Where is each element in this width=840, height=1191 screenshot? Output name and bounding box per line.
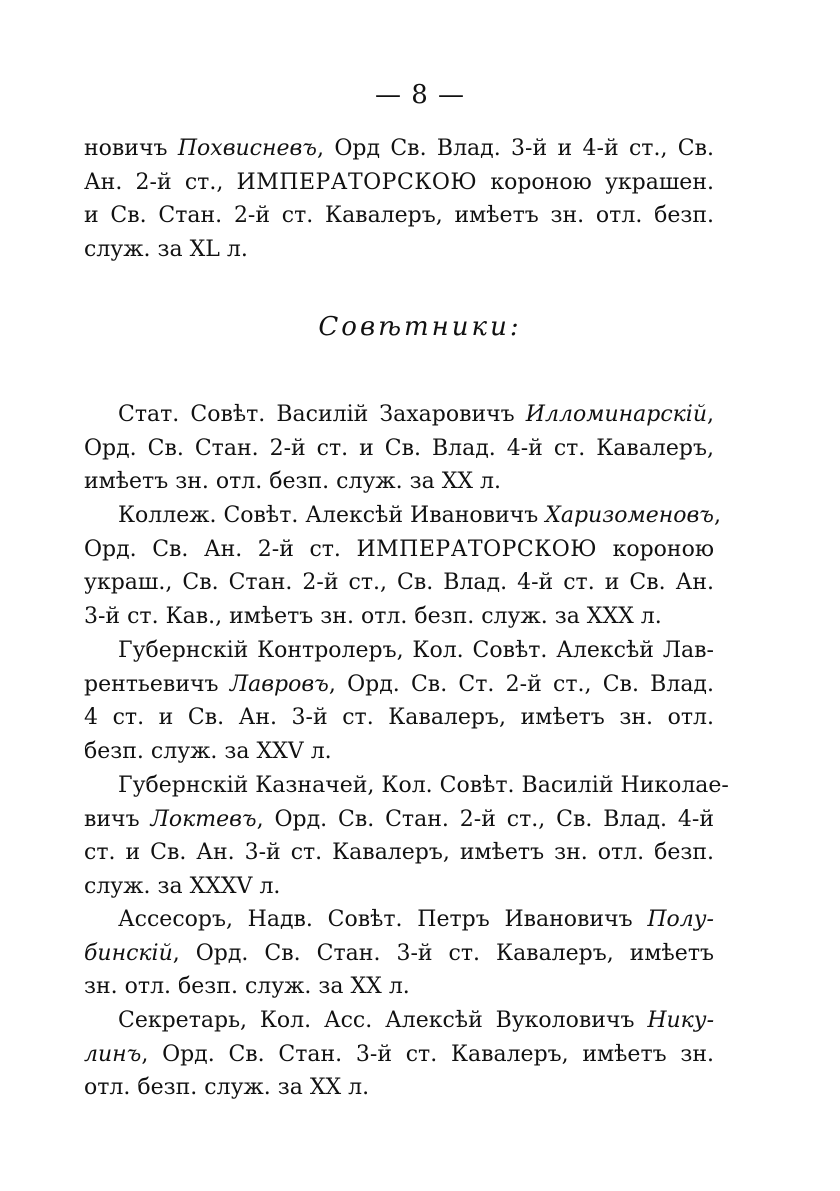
- text-run: , Орд. Св. Стан. 3-й ст. Кавалеръ, имѣетъ зн.: [141, 1041, 714, 1067]
- text-run: Коллеж. Совѣт. Алексѣй Ивановичъ: [118, 503, 546, 528]
- text-line: [84, 533, 714, 567]
- text-line: [84, 499, 721, 533]
- text-run: Орд. Св. Ан. 2-й ст.: [84, 536, 357, 562]
- surname-italic: Илломинарскій: [525, 402, 707, 427]
- text-line: [84, 634, 714, 668]
- text-line: [84, 1038, 714, 1072]
- text-run: Губернскій Казначей, Кол. Совѣт. Василій Николае-: [118, 773, 729, 798]
- surname-italic: Лавровъ: [229, 671, 329, 697]
- text-run: , Орд. Св. Стан. 3-й ст. Кавалеръ, имѣетъ: [172, 940, 714, 966]
- text-line: [84, 937, 714, 971]
- text-run: 3-й ст. Кав., имѣетъ зн. отл. безп. служ. за XXX л.: [84, 603, 662, 629]
- text-run: , Орд. Св. Ст. 2-й ст., Св. Влад.: [328, 671, 714, 697]
- text-line: [84, 398, 714, 432]
- text-line: [84, 166, 714, 200]
- surname-italic: Полу-: [647, 907, 714, 932]
- text-line: [84, 836, 714, 870]
- text-run: служ. за XXXV л.: [84, 873, 281, 899]
- text-line: [84, 465, 714, 499]
- text-run: безп. служ. за XXV л.: [84, 738, 332, 764]
- text-run: служ. за XL л.: [84, 236, 248, 262]
- text-line: [84, 432, 714, 466]
- entry-paragraph: [84, 499, 721, 633]
- text-line: [84, 970, 714, 1004]
- text-run: Ассесоръ, Надв. Совѣт. Петръ Ивановичъ: [118, 907, 648, 932]
- text-line: [84, 1004, 714, 1038]
- text-line: [84, 668, 714, 702]
- entry-paragraph: [84, 398, 714, 499]
- text-line: [84, 769, 729, 803]
- text-line: [84, 1071, 714, 1105]
- surname-italic: бинскій: [84, 940, 173, 966]
- entry-paragraph: [84, 634, 714, 768]
- text-run: , Орд. Св. Стан. 2-й ст., Св. Влад. 4-й: [256, 806, 714, 832]
- text-run: , Орд Св. Влад. 3-й и 4-й ст., Св.: [316, 136, 714, 161]
- text-run: ,: [707, 402, 714, 427]
- text-line: [84, 199, 714, 233]
- text-run: украш., Св. Стан. 2-й ст., Св. Влад. 4-й ст. и Св. Ан.: [84, 570, 714, 595]
- text-run: короною украшен.: [477, 169, 714, 195]
- text-run: Ан. 2-й ст.,: [84, 169, 237, 195]
- text-line: [84, 903, 714, 937]
- surname-italic: Нику-: [647, 1008, 714, 1033]
- section-heading: Совѣтники:: [318, 312, 522, 342]
- caps-text: ИМПЕРАТОРСКОЮ: [356, 536, 598, 562]
- text-line: [84, 735, 714, 769]
- surname-italic: Харизоменовъ: [545, 503, 714, 528]
- continuation-paragraph: [84, 132, 714, 266]
- text-run: ст. и Св. Ан. 3-й ст. Кавалеръ, имѣетъ зн. отл. безп.: [84, 840, 714, 865]
- surname-italic: линъ: [84, 1041, 142, 1067]
- page-number: — 8 —: [374, 80, 466, 110]
- text-run: отл. безп. служ. за XX л.: [84, 1075, 370, 1100]
- entry-paragraph: [84, 1004, 714, 1105]
- text-run: 4 ст. и Св. Ан. 3-й ст. Кавалеръ, имѣетъ зн. отл.: [84, 705, 714, 730]
- text-run: Губернскій Контролеръ, Кол. Совѣт. Алексѣй Лав-: [118, 638, 714, 663]
- text-run: короною: [597, 536, 714, 562]
- text-run: ,: [713, 503, 721, 528]
- text-run: зн. отл. безп. служ. за XX л.: [84, 974, 410, 999]
- text-line: [84, 132, 714, 166]
- text-line: [84, 233, 714, 267]
- text-line: [84, 803, 714, 837]
- text-line: [84, 870, 714, 904]
- text-run: рентьевичъ: [84, 671, 230, 697]
- text-run: и Св. Стан. 2-й ст. Кавалеръ, имѣетъ зн. отл. безп.: [84, 203, 714, 228]
- text-line: [84, 701, 714, 735]
- caps-text: ИМПЕРАТОРСКОЮ: [236, 169, 478, 195]
- surname-italic: Локтевъ: [150, 806, 257, 832]
- text-run: Секретарь, Кол. Асс. Алексѣй Вуколовичъ: [118, 1008, 648, 1033]
- surname-italic: Похвисневъ: [177, 136, 317, 161]
- text-run: вичъ: [84, 806, 151, 832]
- text-line: [84, 600, 714, 634]
- entry-paragraph: [84, 769, 729, 903]
- text-run: Стат. Совѣт. Василій Захаровичъ: [118, 402, 526, 427]
- text-run: имѣетъ зн. отл. безп. служ. за XX л.: [84, 469, 502, 494]
- entry-paragraph: [84, 903, 714, 1004]
- text-run: новичъ: [84, 136, 178, 161]
- text-run: Орд. Св. Стан. 2-й ст. и Св. Влад. 4-й ст. Кавалеръ,: [84, 435, 714, 461]
- text-line: [84, 566, 714, 600]
